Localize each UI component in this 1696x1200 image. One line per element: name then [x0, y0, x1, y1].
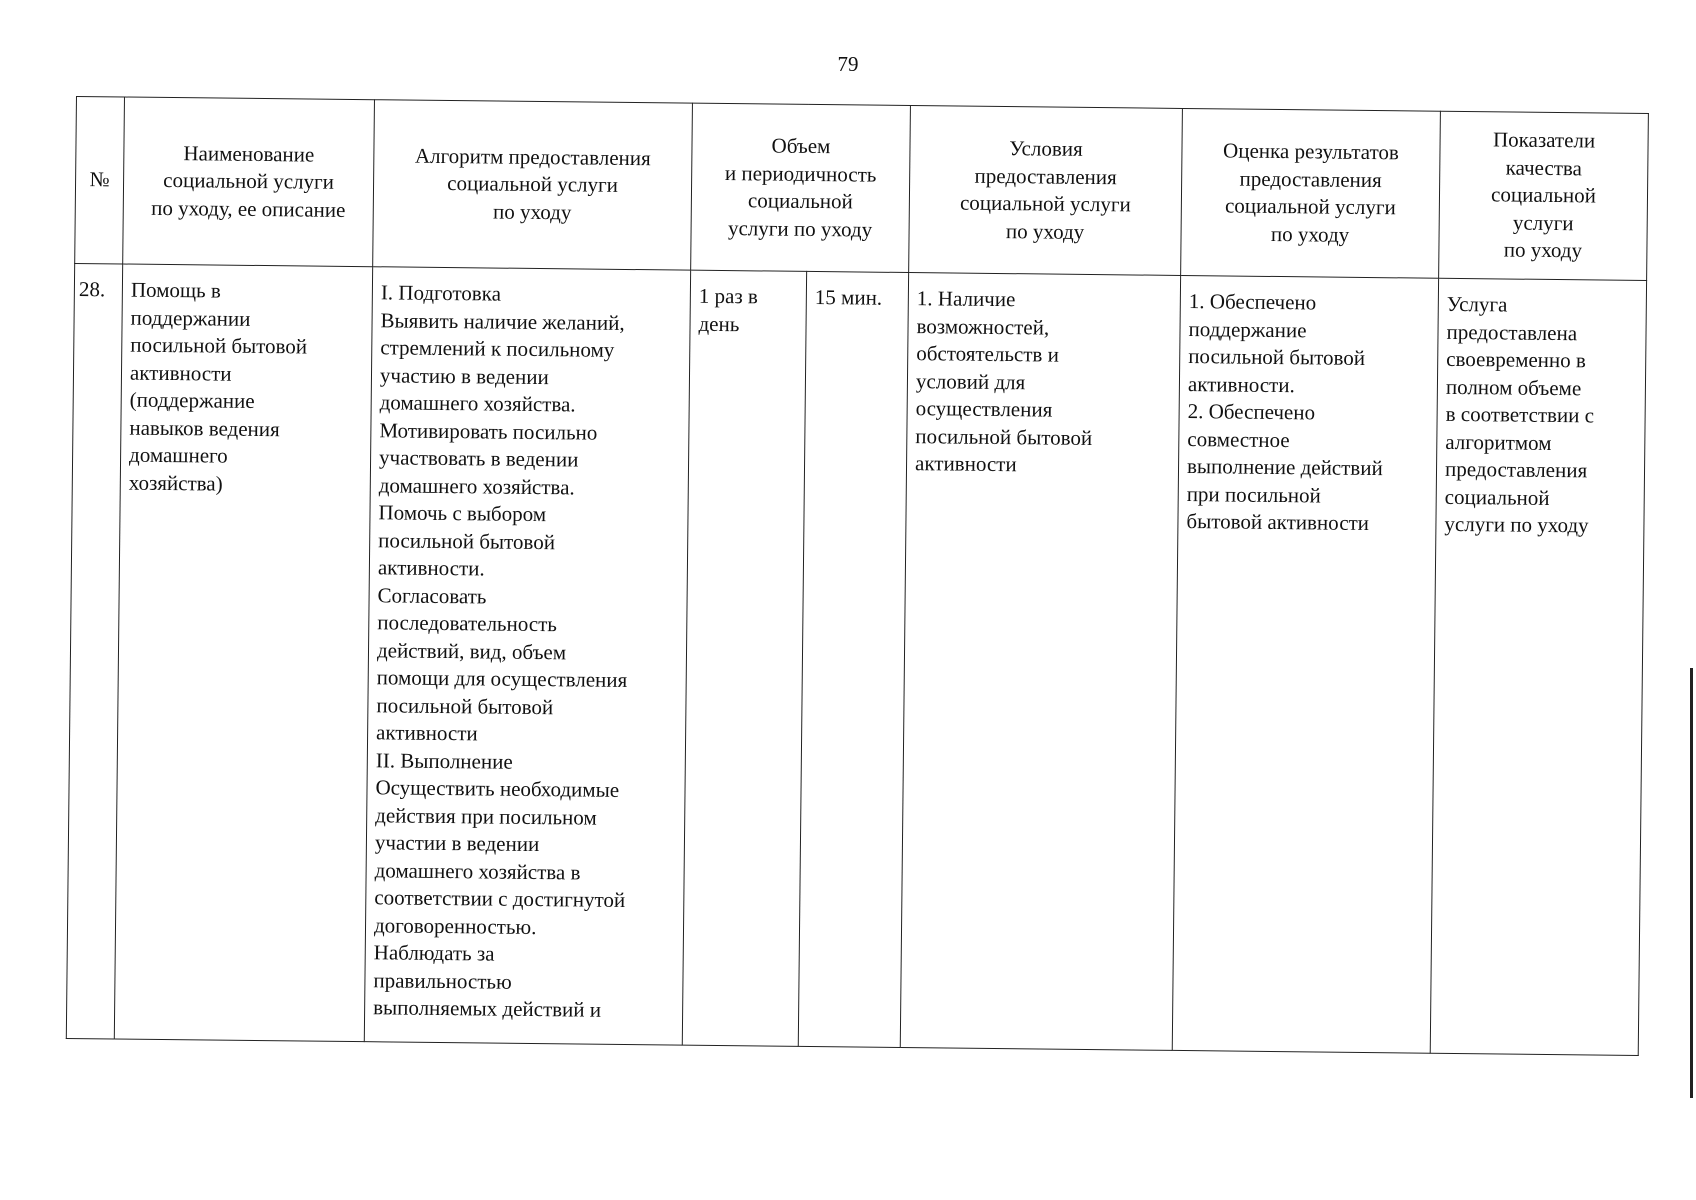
table-header-row	[75, 97, 1649, 281]
header-volume-frequency: Объем и периодичность социальной услуги по уходу	[691, 103, 911, 272]
table-container	[66, 96, 1648, 1056]
row-algorithm: I. Подготовка Выявить наличие желаний, стремлений к посильному участию в ведении домашнего хозяйства. Мотивировать посильно участвовать в ведении домашнего хозяйства. Помочь с выбором посильной бытовой активности. Согласовать последовательность действий, вид, объем помощи для осуществления посильной бытовой активности II. Выполнение Осуществить необходимые действия при посильном участии в ведении домашнего хозяйства в соответствии с достигнутой договоренностью. Наблюдать за правильностью выполняемых действий и	[364, 267, 690, 1045]
scan-edge-line	[1690, 668, 1693, 1098]
row-frequency: 1 раз в день	[682, 270, 806, 1046]
header-conditions: Условия предоставления социальной услуги по уходу	[909, 106, 1183, 276]
header-service-name: Наименование социальной услуги по уходу, ее описание	[123, 97, 375, 267]
header-algorithm: Алгоритм предоставления социальной услуги по уходу	[373, 100, 693, 270]
table-row	[66, 263, 1646, 1055]
row-conditions: 1. Наличие возможностей, обстоятельств и условий для осуществления посильной бытовой активности	[900, 273, 1180, 1051]
page-number: 79	[837, 52, 859, 76]
header-quality: Показатели качества социальной услуги по уходу	[1439, 111, 1649, 280]
services-table	[66, 96, 1649, 1056]
row-evaluation: 1. Обеспечено поддержание посильной бытовой активности. 2. Обеспечено совместное выполнение действий при посильной бытовой активности	[1172, 275, 1438, 1053]
header-evaluation: Оценка результатов предоставления социальной услуги по уходу	[1181, 108, 1441, 278]
row-number: 28.	[66, 263, 122, 1038]
row-service-name: Помощь в поддержании посильной бытовой активности (поддержание навыков ведения домашнего хозяйства)	[114, 264, 372, 1042]
row-duration: 15 мин.	[798, 271, 908, 1047]
row-quality: Услуга предоставлена своевременно в полном объеме в соответствии с алгоритмом предоставления социальной услуги по уходу	[1430, 278, 1646, 1055]
header-number: №	[75, 97, 125, 265]
